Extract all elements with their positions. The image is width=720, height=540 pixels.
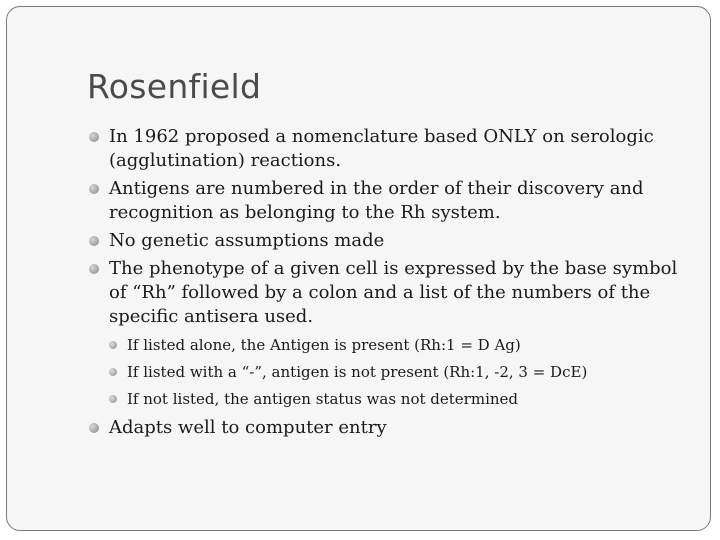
sub-bullet-list [109,335,687,409]
sub-bullet-item [109,362,687,382]
bullet-text: No genetic assumptions made [109,230,385,251]
bullet-dot-icon [89,264,99,274]
bullet-item [87,416,687,440]
sub-bullet-item [109,335,687,355]
bullet-dot-icon [89,236,99,246]
sub-bullet-text: If listed alone, the Antigen is present (Rh:1 = D Ag) [127,336,521,354]
bullet-item [87,229,687,253]
sub-bullet-dot-icon [109,395,117,403]
slide-title: Rosenfield [87,67,262,106]
bullet-item [87,125,687,173]
sub-bullet-text: If not listed, the antigen status was not determined [127,390,519,408]
slide-frame [6,6,711,531]
bullet-text: In 1962 proposed a nomenclature based ONLY on serologic (agglutination) reactions. [109,126,654,171]
bullet-item [87,177,687,225]
sub-bullet-text: If listed with a “-”, antigen is not present (Rh:1, -2, 3 = DcE) [127,363,588,381]
bullet-dot-icon [89,184,99,194]
bullet-dot-icon [89,423,99,433]
bullet-text: Adapts well to computer entry [109,417,387,438]
bullet-dot-icon [89,132,99,142]
sub-bullet-dot-icon [109,341,117,349]
bullet-text: The phenotype of a given cell is expressed by the base symbol of “Rh” followed by a colon and a list of the numbers of the specific antisera used. [109,258,678,327]
slide-body [87,125,687,444]
sub-bullet-item [109,389,687,409]
bullet-item [87,257,687,329]
sub-bullet-dot-icon [109,368,117,376]
bullet-text: Antigens are numbered in the order of their discovery and recognition as belonging to the Rh system. [109,178,644,223]
